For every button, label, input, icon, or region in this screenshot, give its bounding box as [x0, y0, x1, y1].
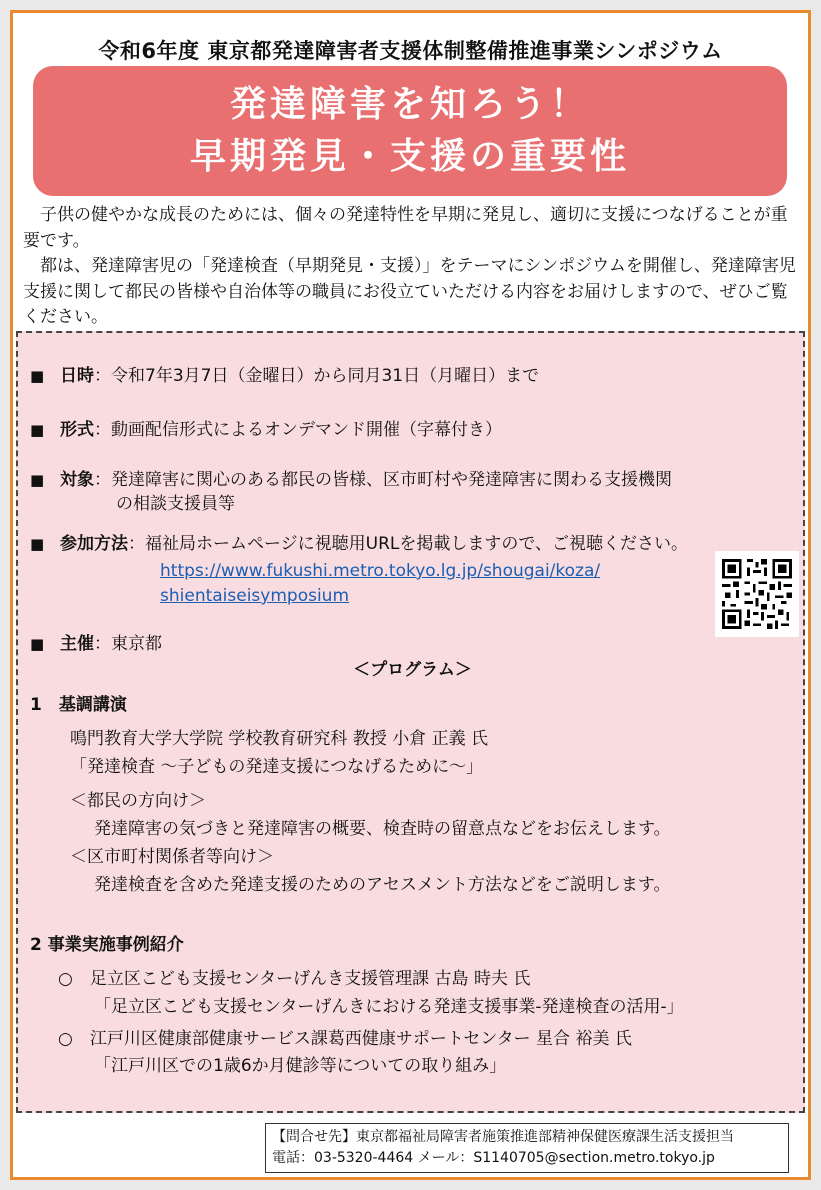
- intro-paragraph-2: 都は、発達障害児の「発達検査（早期発見・支援）」をテーマにシンポジウムを開催し、発達障害児支援に関して都民の皆様や自治体等の職員にお役立ていただける内容をお届けしますので、ぜひご覧ください。: [23, 256, 796, 327]
- host-row: [30, 631, 162, 657]
- audience-citizens-desc: 発達障害の気づきと発達障害の概要、検査時の留意点などをお伝えします。: [94, 819, 671, 839]
- bullet-square-icon: ■: [30, 535, 45, 553]
- contact-phone-email: 電話：03-5320-4464 メール：S1140705@section.metro.tokyo.jp: [272, 1150, 715, 1166]
- date-label: 日時: [60, 366, 94, 386]
- bullet-square-icon: ■: [30, 471, 45, 489]
- target-row: [30, 467, 672, 493]
- host-value: ：東京都: [94, 634, 162, 654]
- qr-code-graphic: [722, 558, 792, 630]
- join-value: ：福祉局ホームページに視聴用URLを掲載しますので、ご視聴ください。: [128, 534, 689, 554]
- qr-code-icon: [715, 551, 799, 637]
- viewing-url-line-1[interactable]: https://www.fukushi.metro.tokyo.lg.jp/shougai/koza/: [160, 561, 601, 581]
- details-box: [16, 331, 805, 1113]
- date-row: [30, 363, 539, 389]
- event-title: 令和6年度 東京都発達障害者支援体制整備推進事業シンポジウム: [98, 39, 723, 63]
- bullet-square-icon: ■: [30, 367, 45, 385]
- intro-paragraph-1: 子供の健やかな成長のためには、個々の発達特性を早期に発見し、適切に支援につなげることが重要です。: [23, 205, 788, 251]
- headline-line-1: 発達障害を知ろう！: [229, 84, 590, 125]
- audience-citizens-heading: ＜都民の方向け＞: [70, 791, 206, 811]
- date-value: ：令和7年3月7日（金曜日）から同月31日（月曜日）まで: [94, 366, 540, 386]
- format-row: [30, 417, 502, 443]
- join-row: [30, 531, 688, 557]
- target-value-1: ：発達障害に関心のある都民の皆様、区市町村や発達障害に関わる支援機関: [94, 470, 672, 490]
- viewing-url-line-2[interactable]: shientaiseisymposium: [160, 586, 350, 606]
- keynote-title: 「発達検査 〜子どもの発達支援につなげるために〜」: [70, 757, 484, 777]
- keynote-speaker: 鳴門教育大学大学院 学校教育研究科 教授 小倉 正義 氏: [70, 729, 489, 749]
- format-label: 形式: [60, 420, 94, 440]
- flyer-sheet: [10, 10, 811, 1180]
- contact-department: 【問合せ先】東京都福祉局障害者施策推進部精神保健医療課生活支援担当: [272, 1129, 734, 1145]
- target-label: 対象: [60, 470, 94, 490]
- format-value: ：動画配信形式によるオンデマンド開催（字幕付き）: [94, 420, 502, 440]
- audience-municipal-heading: ＜区市町村関係者等向け＞: [70, 847, 274, 867]
- host-label: 主催: [60, 634, 94, 654]
- case-1-title: 「足立区こども支援センターげんきにおける発達支援事業-発達検査の活用-」: [94, 997, 684, 1017]
- headline-banner: [33, 66, 787, 196]
- bullet-square-icon: ■: [30, 421, 45, 439]
- bullet-square-icon: ■: [30, 635, 45, 653]
- section-2-heading: 2 事業実施事例紹介: [30, 935, 184, 955]
- target-value-2: の相談支援員等: [116, 494, 235, 514]
- case-1-speaker: ○ 足立区こども支援センターげんき支援管理課 古島 時夫 氏: [58, 969, 531, 989]
- headline-line-2: 早期発見・支援の重要性: [189, 136, 630, 177]
- audience-municipal-desc: 発達検査を含めた発達支援のためのアセスメント方法などをご説明します。: [94, 875, 671, 895]
- contact-box: [265, 1123, 789, 1173]
- join-label: 参加方法: [60, 534, 128, 554]
- intro-text: [23, 203, 803, 331]
- case-2-title: 「江戸川区での1歳6か月健診等についての取り組み」: [94, 1056, 507, 1076]
- program-title: ＜プログラム＞: [353, 660, 472, 680]
- case-2-speaker: ○ 江戸川区健康部健康サービス課葛西健康サポートセンター 星合 裕美 氏: [58, 1029, 632, 1049]
- section-1-heading: 1 基調講演: [30, 695, 127, 715]
